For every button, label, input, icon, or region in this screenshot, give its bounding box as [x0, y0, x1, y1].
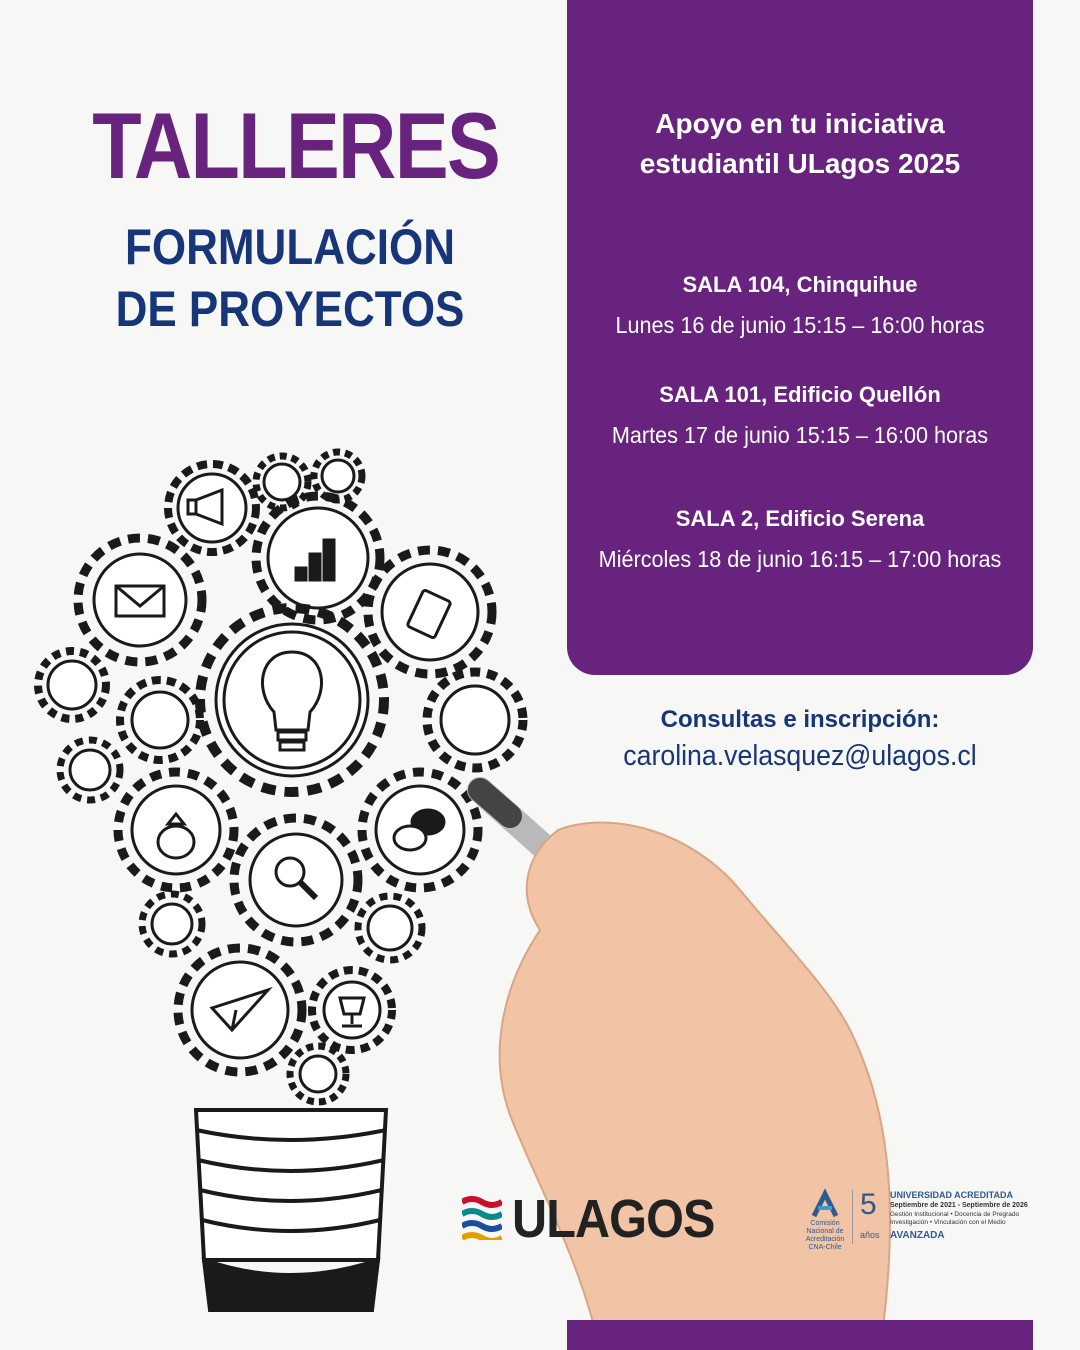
accreditation-title: UNIVERSIDAD ACREDITADA [890, 1190, 1014, 1200]
hand-with-pen [480, 790, 890, 1350]
session-1 [567, 270, 1033, 342]
contact-email-link[interactable]: carolina.velasquez@ulagos.cl [623, 740, 977, 772]
accreditation-areas: Gestión Institucional • Docencia de Pregrado Investigación • Vinculación con el Medio [890, 1211, 1020, 1226]
contact-label: Consultas e inscripción: [660, 706, 940, 733]
session-room: SALA 2, Edificio Serena [675, 506, 925, 531]
subtitle-line-2: DE PROYECTOS [115, 281, 465, 337]
schedule-panel [567, 0, 1033, 675]
session-3 [567, 504, 1033, 576]
page-title: TALLERES [92, 93, 500, 198]
session-2 [567, 380, 1033, 452]
gear-tablet [368, 550, 492, 674]
gear-envelope [78, 538, 202, 662]
ulagos-wordmark: ULAGOS [512, 1189, 715, 1249]
bulb-base [196, 1110, 386, 1310]
bottom-accent-bar [567, 1320, 1033, 1350]
accreditation-level: AVANZADA [890, 1230, 945, 1241]
accreditation-years-label: años [860, 1230, 880, 1240]
page-subtitle [88, 216, 493, 340]
divider [852, 1190, 853, 1244]
ulagos-waves-icon [462, 1196, 502, 1240]
gear-moneybag [118, 772, 234, 888]
gear-megaphone [168, 464, 256, 552]
panel-heading-line-2: estudiantil ULagos 2025 [639, 148, 961, 179]
session-time: Miércoles 18 de junio 16:15 – 17:00 horas [598, 546, 1002, 572]
panel-heading-line-1: Apoyo en tu iniciativa [655, 108, 945, 139]
accreditation-years: 5 [860, 1188, 877, 1221]
ulagos-logo [462, 1189, 752, 1249]
session-room: SALA 101, Edificio Quellón [659, 382, 941, 407]
accreditation-seal [800, 1188, 1040, 1251]
cna-caption: Comisión Nacional de Acreditación CNA-Chile [805, 1220, 845, 1251]
subtitle-line-1: FORMULACIÓN [125, 219, 455, 275]
session-room: SALA 104, Chinquihue [682, 272, 918, 297]
accreditation-period: Septiembre de 2021 - Septiembre de 2026 [890, 1202, 1028, 1209]
session-time: Lunes 16 de junio 15:15 – 16:00 horas [615, 312, 985, 338]
panel-heading [567, 104, 1033, 184]
gear-plane [178, 948, 302, 1072]
gear-center [200, 608, 384, 792]
gear-magnifier [234, 818, 358, 942]
session-time: Martes 17 de junio 15:15 – 16:00 horas [611, 422, 989, 448]
gear-trophy [290, 970, 392, 1102]
